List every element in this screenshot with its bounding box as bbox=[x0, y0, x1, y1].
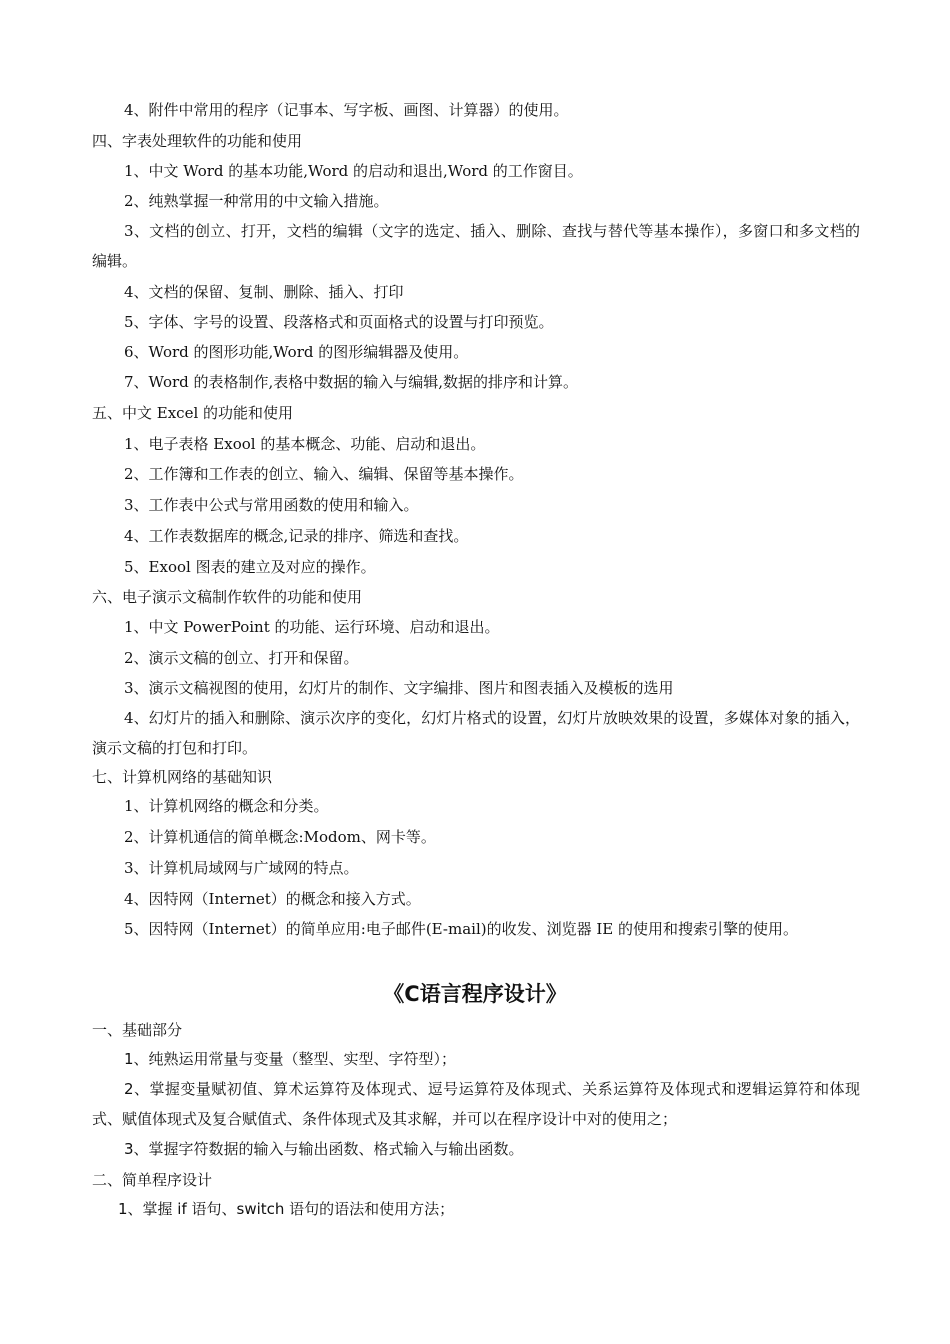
section4-item-6: 6、Word 的图形功能,Word 的图形编辑器及使用。 bbox=[124, 343, 469, 361]
section5-heading: 五、中文 Excel 的功能和使用 bbox=[92, 404, 294, 422]
section5-item-2: 2、工作簿和工作表的创立、输入、编辑、保留等基本操作。 bbox=[124, 465, 524, 483]
c-part1-item-1: 1、纯熟运用常量与变量（整型、实型、字符型）； bbox=[124, 1050, 457, 1068]
section5-item-4: 4、工作表数据库的概念,记录的排序、筛选和查找。 bbox=[124, 527, 469, 545]
c-part1-item-2: 2、掌握变量赋初值、算术运算符及体现式、逗号运算符及体现式、关系运算符及体现式和逻辑运算符和体现式、赋值体现式及复合赋值式、条件体现式及其求解，并可以在程序设计中对的使用之； bbox=[92, 1080, 860, 1128]
section4-item-3: 3、文档的创立、打开，文档的编辑（文字的选定、插入、删除、查找与替代等基本操作），多窗口和多文档的编辑。 bbox=[92, 222, 860, 270]
section5-item-3: 3、工作表中公式与常用函数的使用和输入。 bbox=[124, 496, 419, 514]
section4-item-1: 1、中文 Word 的基本功能,Word 的启动和退出,Word 的工作窗目。 bbox=[124, 162, 583, 180]
section6-item-4: 4、幻灯片的插入和删除、演示次序的变化，幻灯片格式的设置，幻灯片放映效果的设置，多媒体对象的插入，演示文稿的打包和打印。 bbox=[92, 709, 860, 757]
section6-heading: 六、电子演示文稿制作软件的功能和使用 bbox=[92, 588, 363, 606]
section3-item-4: 4、附件中常用的程序（记事本、写字板、画图、计算器）的使用。 bbox=[124, 101, 569, 119]
c-part2-item-1: 1、掌握 if 语句、switch 语句的语法和使用方法； bbox=[118, 1200, 455, 1218]
section7-item-2: 2、计算机通信的简单概念:Modom、网卡等。 bbox=[124, 828, 436, 846]
c-part1-heading: 一、基础部分 bbox=[92, 1021, 183, 1039]
section7-item-5: 5、因特网（Internet）的简单应用:电子邮件(E-mail)的收发、浏览器 IE 的使用和搜索引擎的使用。 bbox=[124, 920, 799, 938]
section6-item-3: 3、演示文稿视图的使用，幻灯片的制作、文字编排、图片和图表插入及模板的选用 bbox=[124, 679, 674, 697]
section7-item-1: 1、计算机网络的概念和分类。 bbox=[124, 797, 329, 815]
section4-item-4: 4、文档的保留、复制、删除、插入、打印 bbox=[124, 283, 404, 301]
section4-heading: 四、字表处理软件的功能和使用 bbox=[92, 132, 303, 150]
section5-item-1: 1、电子表格 Exool 的基本概念、功能、启动和退出。 bbox=[124, 435, 486, 453]
section4-item-5: 5、字体、字号的设置、段落格式和页面格式的设置与打印预览。 bbox=[124, 313, 554, 331]
section7-item-3: 3、计算机局域网与广域网的特点。 bbox=[124, 859, 359, 877]
section6-item-1: 1、中文 PowerPoint 的功能、运行环境、启动和退出。 bbox=[124, 618, 500, 636]
c-language-title: 《C语言程序设计》 bbox=[383, 982, 567, 1006]
section7-item-4: 4、因特网（Internet）的概念和接入方式。 bbox=[124, 890, 421, 908]
c-part2-heading: 二、简单程序设计 bbox=[92, 1171, 213, 1189]
section7-heading: 七、计算机网络的基础知识 bbox=[92, 768, 273, 786]
c-part1-item-3: 3、掌握字符数据的输入与输出函数、格式输入与输出函数。 bbox=[124, 1140, 524, 1158]
section4-item-2: 2、纯熟掌握一种常用的中文输入措施。 bbox=[124, 192, 389, 210]
section4-item-7: 7、Word 的表格制作,表格中数据的输入与编辑,数据的排序和计算。 bbox=[124, 373, 579, 391]
section6-item-2: 2、演示文稿的创立、打开和保留。 bbox=[124, 649, 359, 667]
section5-item-5: 5、Exool 图表的建立及对应的操作。 bbox=[124, 558, 376, 576]
